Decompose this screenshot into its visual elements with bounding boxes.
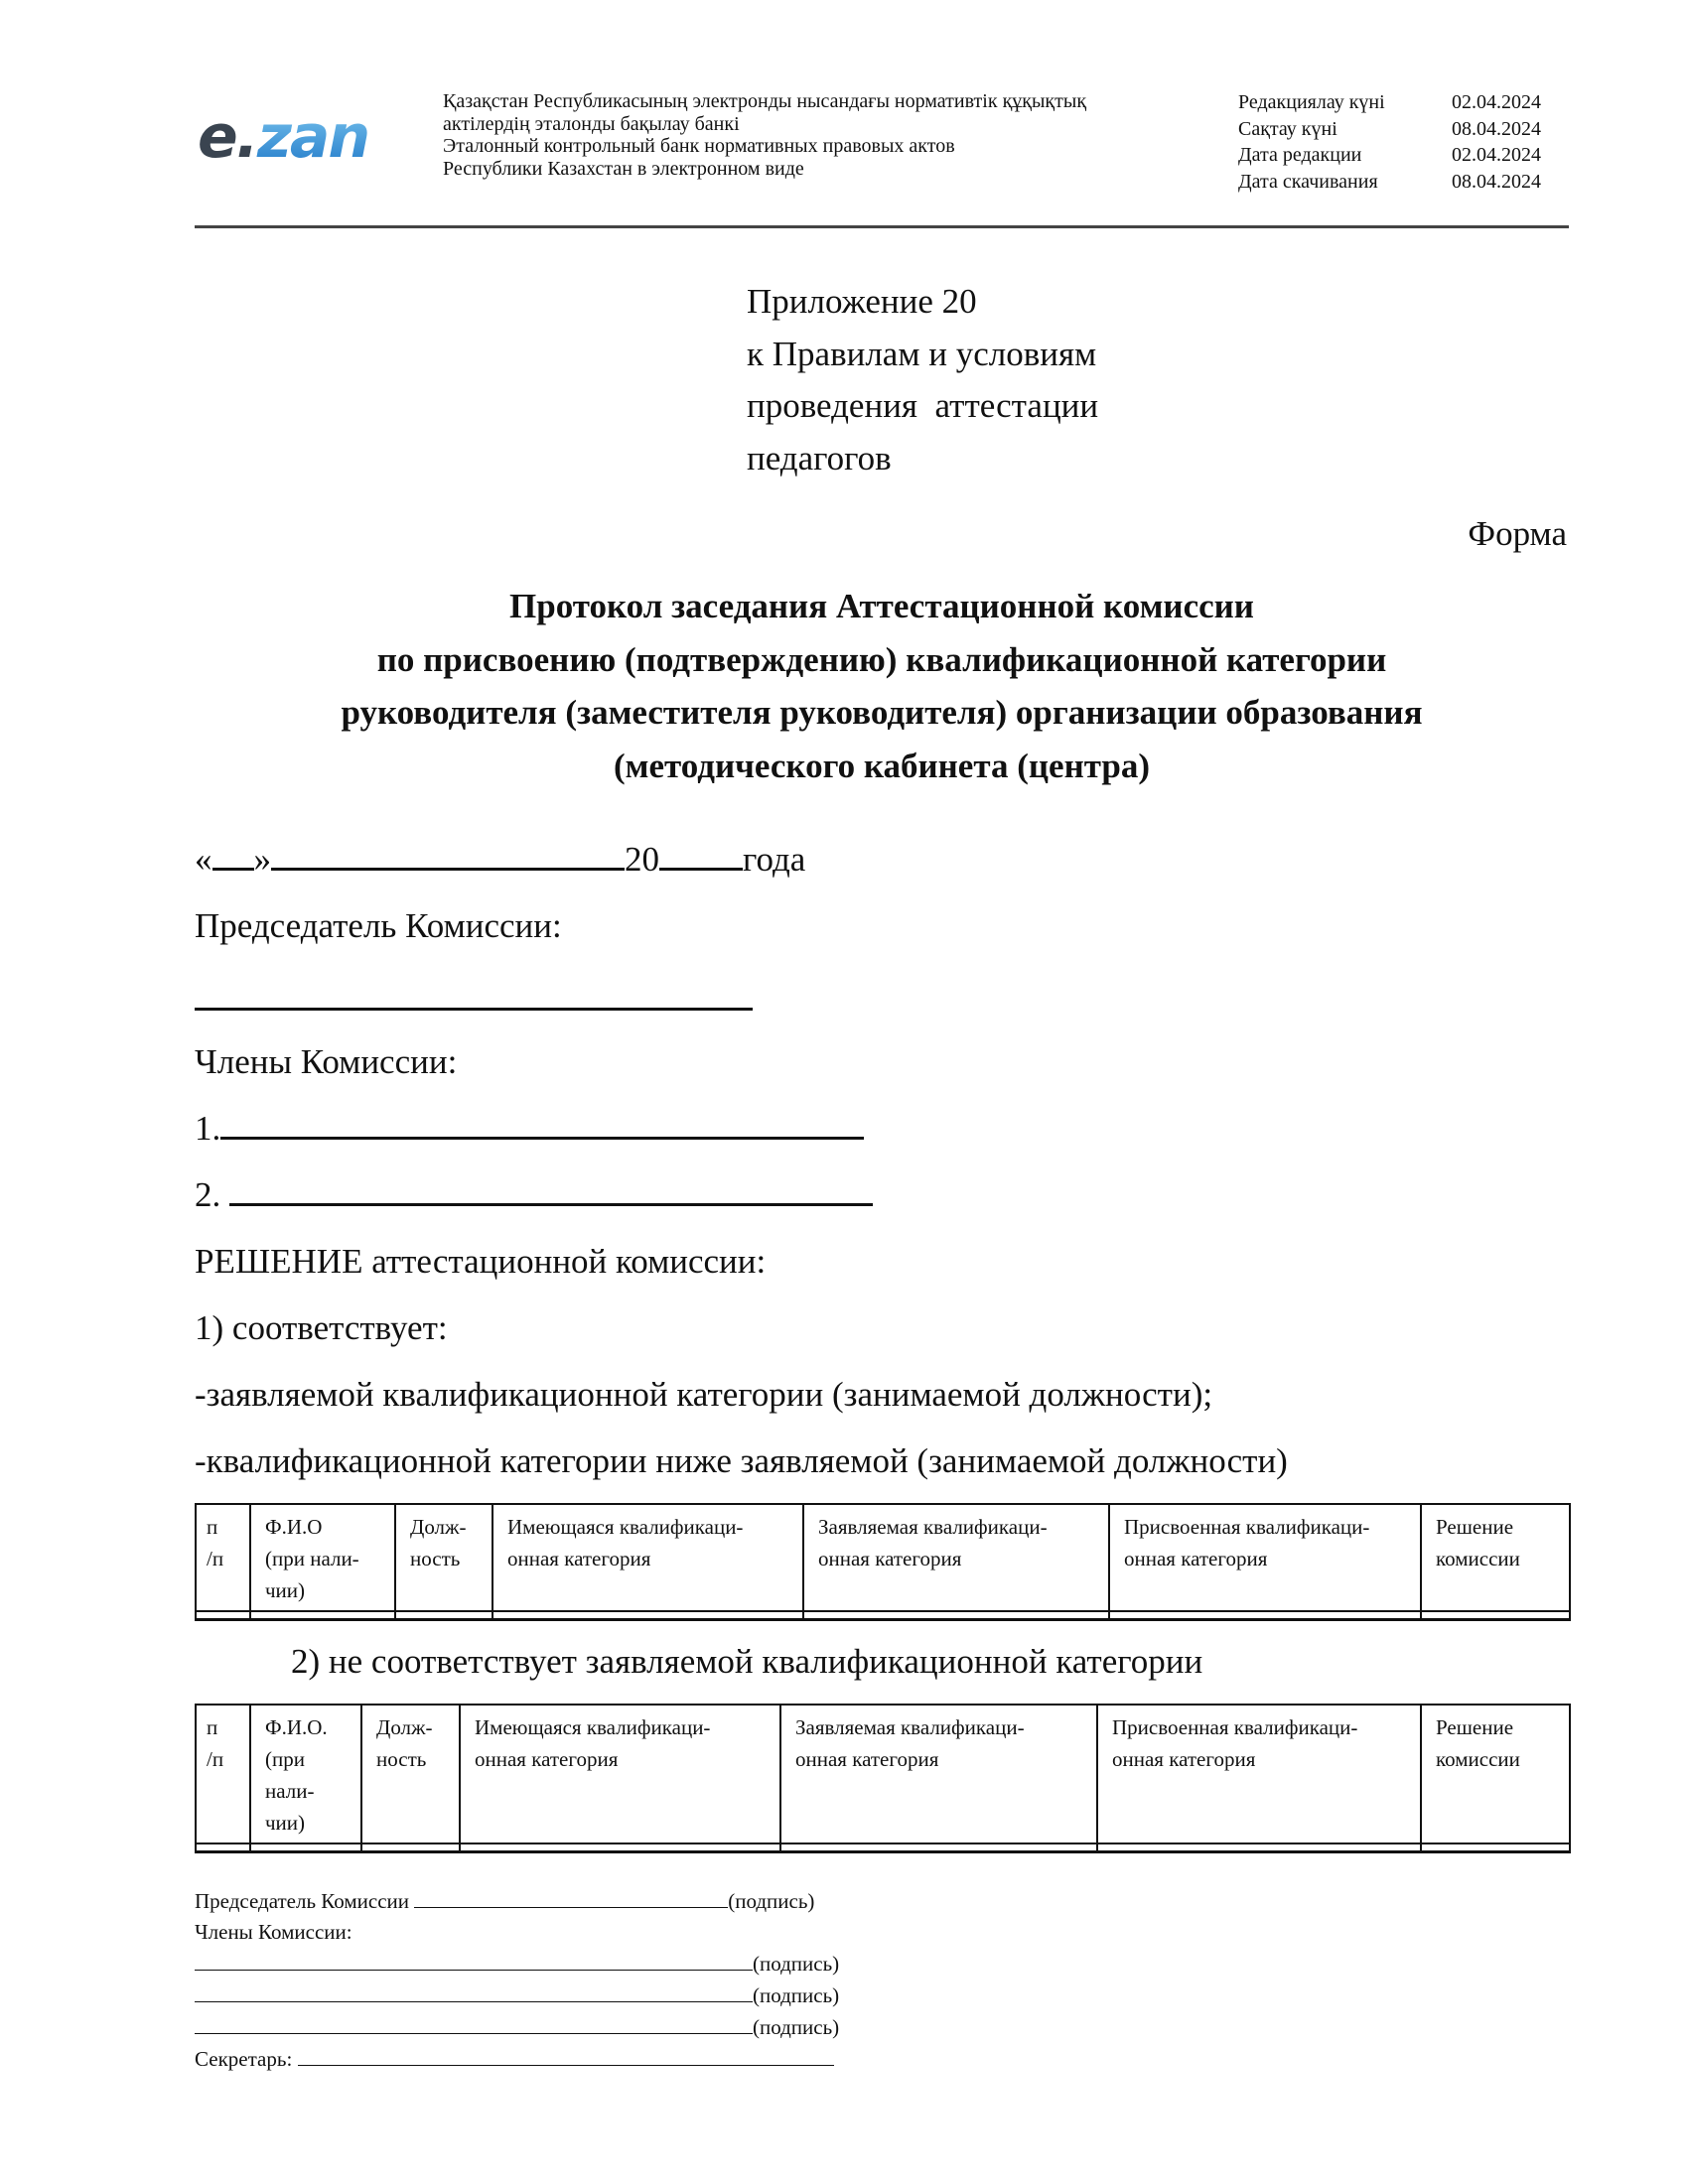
title-line: (методического кабинета (центра): [614, 746, 1150, 785]
matching-table: [195, 1503, 1571, 1621]
day-blank[interactable]: [212, 838, 254, 871]
source-line: актілердің эталонды бақылау банкі: [443, 112, 740, 135]
not-matching-table: [195, 1704, 1571, 1853]
ezan-logo: [196, 103, 394, 175]
meta-value: 02.04.2024: [1452, 91, 1541, 113]
table-cell[interactable]: [460, 1843, 780, 1852]
form-label: Форма: [1468, 514, 1567, 553]
meta-row: [1238, 89, 1566, 116]
col-decision-header: Решение комиссии: [1421, 1504, 1570, 1611]
table-cell[interactable]: [250, 1843, 361, 1852]
year-blank[interactable]: [659, 838, 743, 871]
source-line: Қазақстан Республикасының электронды нысандағы нормативтік құқықтық: [443, 90, 1087, 112]
document-title: [195, 580, 1569, 792]
meta-row: [1238, 169, 1566, 196]
date-line: [195, 838, 805, 882]
chairman-signature-line: [195, 1886, 814, 1916]
col-claimed-category-header: Заявляемая квалификаци- онная категория: [780, 1705, 1097, 1843]
svg-text:zan: zan: [257, 103, 369, 172]
table-cell[interactable]: [803, 1611, 1109, 1620]
table-cell[interactable]: [361, 1843, 460, 1852]
col-number-header: п /п: [196, 1504, 250, 1611]
table-cell[interactable]: [1097, 1843, 1421, 1852]
col-name-header: Ф.И.О (при нали- чии): [250, 1504, 395, 1611]
member-signature-blank[interactable]: [195, 1950, 753, 1971]
table-cell[interactable]: [395, 1611, 492, 1620]
title-line: Протокол заседания Аттестационной комиссии: [509, 587, 1254, 625]
chairman-signature-blank[interactable]: [414, 1887, 728, 1908]
meta-label: Дата скачивания: [1238, 170, 1378, 193]
member-blank[interactable]: [220, 1107, 864, 1140]
source-line: Эталонный контрольный банк нормативных правовых актов: [443, 135, 955, 157]
header-divider: [195, 225, 1569, 228]
table-cell[interactable]: [196, 1843, 250, 1852]
secretary-signature-blank[interactable]: [298, 2045, 834, 2066]
title-line: руководителя (заместителя руководителя) организации образования: [341, 693, 1423, 732]
meta-value: 08.04.2024: [1452, 170, 1541, 193]
member-signature-line: [195, 1980, 839, 2010]
col-position-header: Долж- ность: [361, 1705, 460, 1843]
appendix-line: проведения аттестации: [747, 386, 1099, 425]
meta-value: 08.04.2024: [1452, 117, 1541, 140]
col-position-header: Долж- ность: [395, 1504, 492, 1611]
col-name-header: Ф.И.О. (при нали- чии): [250, 1705, 361, 1843]
signature-word: (подпись): [753, 1952, 840, 1976]
year-suffix: года: [743, 840, 806, 879]
quote-close: »: [253, 840, 271, 879]
member-line: [195, 1173, 873, 1217]
section2-heading: 2) не соответствует заявляемой квалификационной категории: [291, 1642, 1203, 1681]
member-signature-blank[interactable]: [195, 1981, 753, 2002]
document-meta: [1238, 89, 1566, 195]
col-current-category-header: Имеющаяся квалификаци- онная категория: [460, 1705, 780, 1843]
col-number-header: п /п: [196, 1705, 250, 1843]
table-cell[interactable]: [780, 1843, 1097, 1852]
month-blank[interactable]: [271, 838, 625, 871]
section1-item: -квалификационной категории ниже заявляемой (занимаемой должности): [195, 1441, 1288, 1480]
member-signature-line: [195, 1949, 839, 1979]
appendix-line: к Правилам и условиям: [747, 334, 1097, 373]
col-current-category-header: Имеющаяся квалификаци- онная категория: [492, 1504, 803, 1611]
table-cell[interactable]: [492, 1611, 803, 1620]
appendix-reference: [747, 276, 1098, 484]
meta-value: 02.04.2024: [1452, 144, 1541, 166]
secretary-signature-line: [195, 2044, 834, 2074]
chairman-blank[interactable]: [195, 1008, 753, 1011]
member-number: 2.: [195, 1175, 221, 1214]
secretary-label: Секретарь:: [195, 2047, 293, 2071]
table-cell[interactable]: [196, 1611, 250, 1620]
table-cell[interactable]: [1109, 1611, 1421, 1620]
signature-word: (подпись): [728, 1889, 815, 1913]
meta-row: [1238, 116, 1566, 143]
col-decision-header: Решение комиссии: [1421, 1705, 1570, 1843]
svg-text:e.: e.: [198, 103, 257, 172]
svg-text:e.zan: e.zan: [196, 103, 199, 104]
meta-label: Дата редакции: [1238, 144, 1362, 166]
table-cell[interactable]: [1421, 1843, 1570, 1852]
member-signature-line: [195, 2012, 839, 2042]
member-signature-blank[interactable]: [195, 2013, 753, 2034]
member-number: 1.: [195, 1109, 221, 1148]
source-line: Республики Казахстан в электронном виде: [443, 157, 804, 180]
source-description: [443, 90, 1178, 180]
meta-row: [1238, 142, 1566, 169]
meta-label: Сақтау күні: [1238, 117, 1337, 140]
table-cell[interactable]: [1421, 1611, 1570, 1620]
member-line: [195, 1107, 864, 1151]
member-blank[interactable]: [229, 1173, 873, 1206]
members-signature-label: Члены Комиссии:: [195, 1920, 352, 1944]
signature-word: (подпись): [753, 1983, 840, 2007]
col-assigned-category-header: Присвоенная квалификаци- онная категория: [1097, 1705, 1421, 1843]
quote-open: «: [195, 840, 212, 879]
decision-label: РЕШЕНИЕ аттестационной комиссии:: [195, 1242, 767, 1281]
col-assigned-category-header: Присвоенная квалификаци- онная категория: [1109, 1504, 1421, 1611]
section1-item: -заявляемой квалификационной категории (занимаемой должности);: [195, 1375, 1213, 1414]
members-label: Члены Комиссии:: [195, 1042, 458, 1081]
year-prefix: 20: [625, 840, 659, 879]
section1-heading: 1) соответствует:: [195, 1308, 448, 1347]
table-cell[interactable]: [250, 1611, 395, 1620]
appendix-line: педагогов: [747, 438, 892, 478]
table-header-row: [196, 1705, 1570, 1843]
chairman-label: Председатель Комиссии:: [195, 906, 562, 945]
title-line: по присвоению (подтверждению) квалификационной категории: [376, 639, 1387, 679]
table-header-row: [196, 1504, 1570, 1611]
table-row: [196, 1843, 1570, 1852]
chairman-signature-label: Председатель Комиссии: [195, 1889, 409, 1913]
col-claimed-category-header: Заявляемая квалификаци- онная категория: [803, 1504, 1109, 1611]
table-row: [196, 1611, 1570, 1620]
signature-word: (подпись): [753, 2015, 840, 2039]
meta-label: Редакциялау күні: [1238, 91, 1385, 113]
appendix-line: Приложение 20: [747, 282, 977, 321]
